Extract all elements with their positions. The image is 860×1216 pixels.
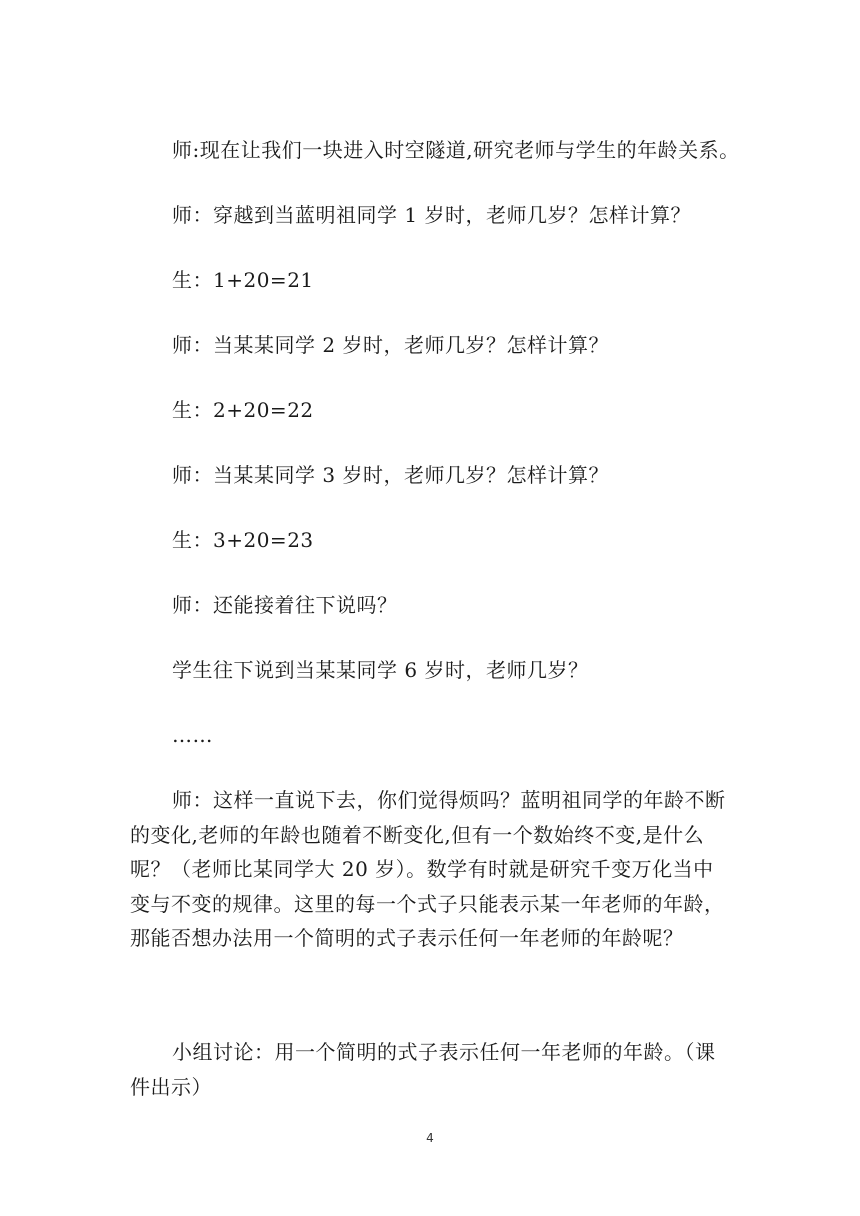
paragraph-teacher-question-3: 师：当某某同学 3 岁时，老师几岁？怎样计算？: [172, 463, 609, 487]
paragraph-intro: 师:现在让我们一块进入时空隧道,研究老师与学生的年龄关系。: [172, 138, 740, 162]
paragraph-teacher-discussion: 师：这样一直说下去，你们觉得烦吗？蓝明祖同学的年龄不断的变化,老师的年龄也随着不断变化,但有一个数始终不变,是什么呢？（老师比某同学大 20 岁）。数学有时就是研究千变万化当中变与不变的规律。这里的每一个式子只能表示某一年老师的年龄，那能否想办法用一个简明的式子表示任何一年老师的年龄呢？: [130, 788, 726, 950]
paragraph-ellipsis: ……: [172, 723, 213, 747]
page-number: 4: [426, 1131, 434, 1145]
paragraph-teacher-prompt: 师：还能接着往下说吗？: [172, 593, 398, 617]
paragraph-teacher-question-2: 师：当某某同学 2 岁时，老师几岁？怎样计算？: [172, 333, 609, 357]
paragraph-student-answer-3: 生：3+20=23: [172, 528, 314, 552]
paragraph-group-discussion: 小组讨论：用一个简明的式子表示任何一年老师的年龄。（课件出示）: [130, 1040, 716, 1099]
paragraph-student-continue: 学生往下说到当某某同学 6 岁时，老师几岁？: [172, 658, 589, 682]
paragraph-student-answer-2: 生：2+20=22: [172, 398, 314, 422]
paragraph-student-answer-1: 生：1+20=21: [172, 268, 314, 292]
paragraph-teacher-question-1: 师：穿越到当蓝明祖同学 1 岁时，老师几岁？怎样计算？: [172, 203, 691, 227]
